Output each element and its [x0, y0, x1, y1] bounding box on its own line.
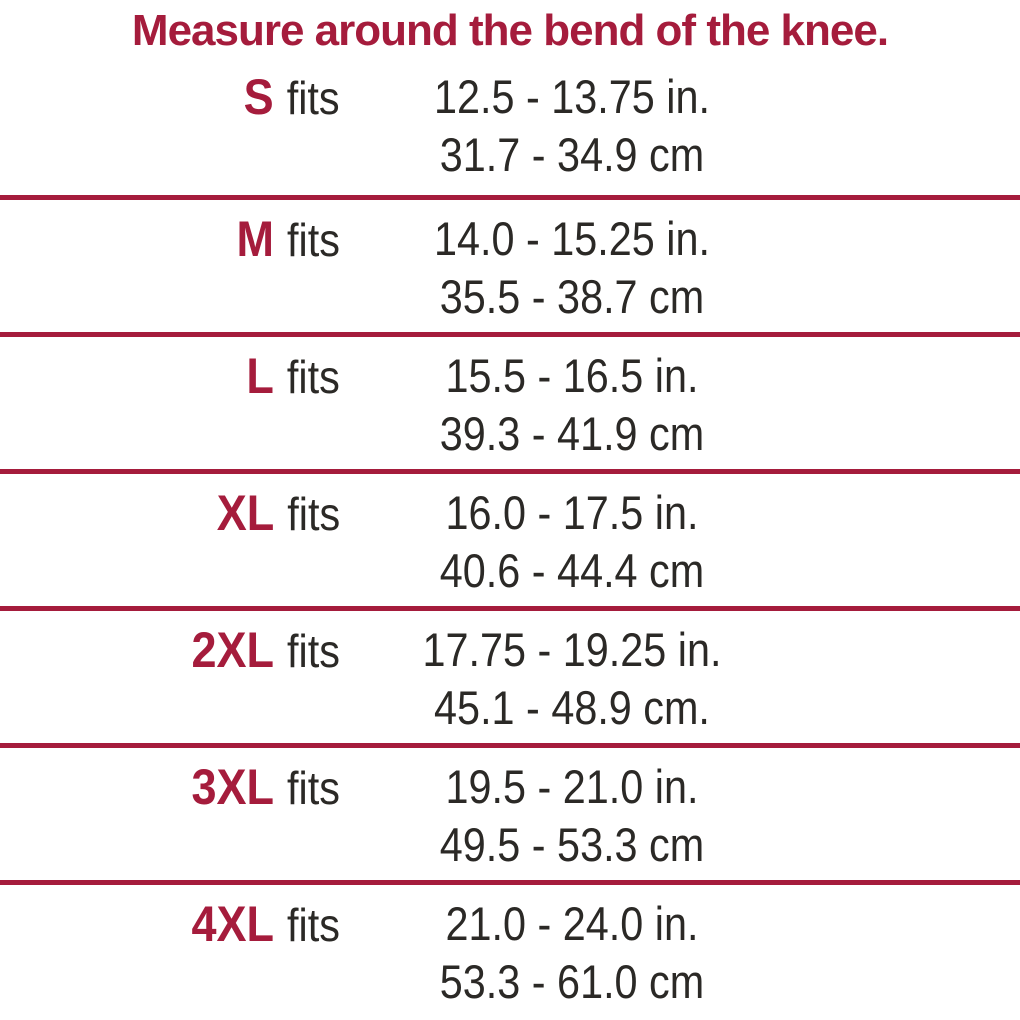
measure-cell: [352, 758, 792, 874]
inches-range: 21.0 - 24.0 in.: [445, 897, 699, 950]
size-chart-table: [0, 58, 1020, 1017]
cm-range: 31.7 - 34.9 cm: [439, 128, 705, 181]
measure-cell: [352, 621, 792, 737]
size-row-3xl: [0, 743, 1020, 880]
inches-range: 19.5 - 21.0 in.: [445, 760, 699, 813]
fits-label: fits: [287, 72, 340, 124]
size-cell: [0, 758, 340, 829]
size-row-l: [0, 332, 1020, 469]
cm-range: 45.1 - 48.9 cm.: [434, 681, 710, 734]
fits-label: fits: [287, 214, 340, 266]
cm-range: 35.5 - 38.7 cm: [439, 270, 705, 323]
size-label: 4XL: [191, 896, 275, 952]
measure-cell: [352, 210, 792, 326]
size-row-m: [0, 195, 1020, 332]
size-label: 3XL: [191, 759, 275, 815]
size-row-2xl: [0, 606, 1020, 743]
inches-range: 12.5 - 13.75 in.: [434, 70, 710, 123]
size-cell: [0, 895, 340, 966]
size-cell: [0, 210, 340, 281]
inches-range: 17.75 - 19.25 in.: [422, 623, 722, 676]
size-label: 2XL: [191, 622, 275, 678]
measure-cell: [352, 68, 792, 184]
size-cell: [0, 484, 340, 555]
size-label: S: [244, 69, 275, 125]
fits-label: fits: [287, 351, 340, 403]
size-label: L: [246, 348, 275, 404]
fits-label: fits: [287, 899, 340, 951]
size-label: XL: [216, 485, 275, 541]
fits-label: fits: [287, 488, 340, 540]
measure-cell: [352, 484, 792, 600]
fits-label: fits: [287, 625, 340, 677]
measure-cell: [352, 895, 792, 1011]
cm-range: 40.6 - 44.4 cm: [439, 544, 705, 597]
size-cell: [0, 621, 340, 692]
page-title: Measure around the bend of the knee.: [131, 6, 889, 55]
measure-cell: [352, 347, 792, 463]
size-cell: [0, 347, 340, 418]
size-row-xl: [0, 469, 1020, 606]
size-row-4xl: [0, 880, 1020, 1017]
inches-range: 16.0 - 17.5 in.: [445, 486, 699, 539]
inches-range: 15.5 - 16.5 in.: [445, 349, 699, 402]
fits-label: fits: [287, 762, 340, 814]
inches-range: 14.0 - 15.25 in.: [434, 212, 710, 265]
cm-range: 49.5 - 53.3 cm: [439, 818, 705, 871]
size-cell: [0, 68, 340, 139]
cm-range: 39.3 - 41.9 cm: [439, 407, 705, 460]
size-row-s: [0, 58, 1020, 195]
cm-range: 53.3 - 61.0 cm: [439, 955, 705, 1008]
size-label: M: [236, 211, 275, 267]
